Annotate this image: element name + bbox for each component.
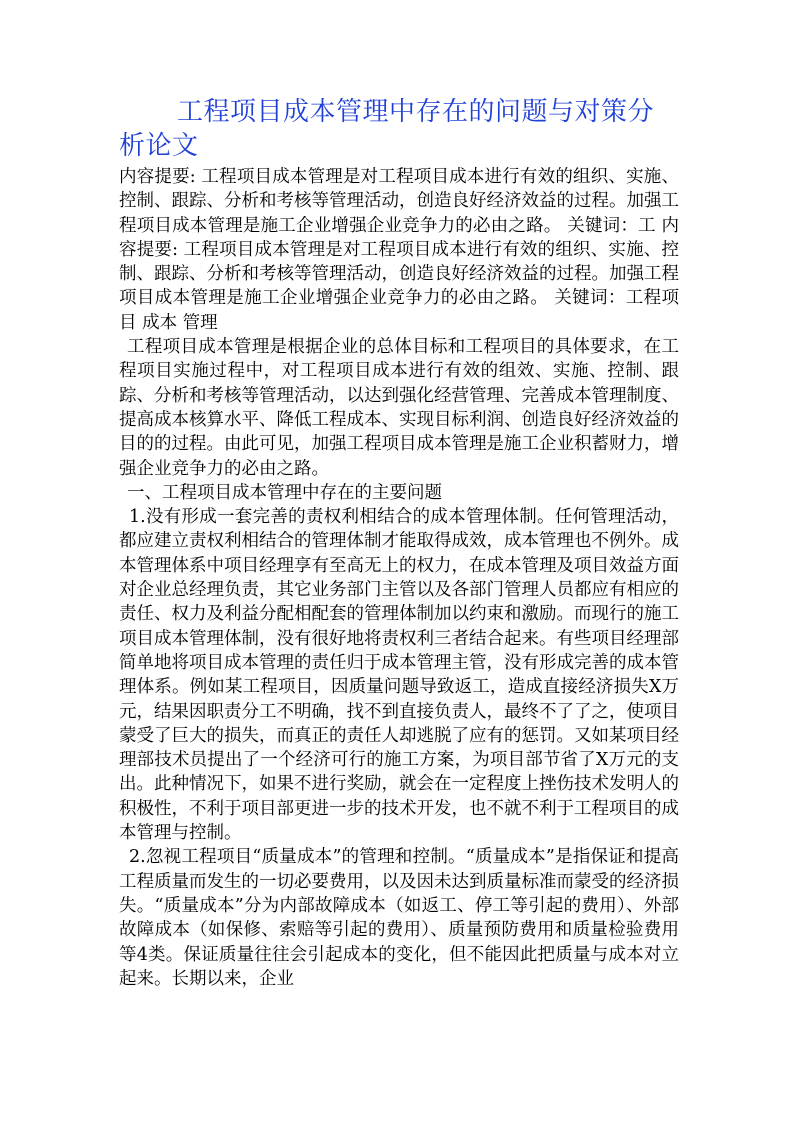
abstract-paragraph: 内容提要: 工程项目成本管理是对工程项目成本进行有效的组织、实施、控制、跟踪、分析和考核等管理活动，创造良好经济效益的过程。加强工程项目成本管理是施工企业增强企业竞争力的必由之路。 关键词：工 内容提要: 工程项目成本管理是对工程项目成本进行有效的组织、实施、控制、跟踪、分析和考核等管理活动，创造良好经济效益的过程。加强工程项目成本管理是施工企业增强企业竞争力的必由之路。 关键词：工程项目 成本 管理 <box>119 167 679 333</box>
intro-paragraph: 工程项目成本管理是根据企业的总体目标和工程项目的具体要求，在工程项目实施过程中，对工程项目成本进行有效的组效、实施、控制、跟踪、分析和考核等管理活动，以达到强化经营管理、完善成本管理制度、提高成本核算水平、降低工程成本、实现目标利润、创造良好经济效益的目的的过程。由此可见，加强工程项目成本管理是施工企业积蓄财力，增强企业竞争力的必由之路。 <box>119 337 679 479</box>
point-2-paragraph: 2.忽视工程项目“质量成本”的管理和控制。“质量成本”是指保证和提高工程质量而发生的一切必要费用，以及因未达到质量标准而蒙受的经济损失。“质量成本”分为内部故障成本（如返工、停工等引起的费用）、外部故障成本（如保修、索赔等引起的费用）、质量预防费用和质量检验费用等4类。保证质量往往会引起成本的变化，但不能因此把质量与成本对立起来。长期以来，企业 <box>119 847 679 989</box>
section-heading: 一、工程项目成本管理中存在的主要问题 <box>127 482 442 503</box>
document-title: 工程项目成本管理中存在的问题与对策分析论文 <box>119 97 655 161</box>
document-page <box>119 95 679 991</box>
point-1-paragraph: 1.没有形成一套完善的责权利相结合的成本管理体制。任何管理活动，都应建立责权利相结合的管理体制才能取得成效，成本管理也不例外。成本管理体系中项目经理享有至高无上的权力，在成本管理及项目效益方面对企业总经理负责，其它业务部门主管以及各部门管理人员都应有相应的责任、权力及利益分配相配套的管理体制加以约束和激励。而现行的施工项目成本管理体制，没有很好地将责权利三者结合起来。有些项目经理部简单地将项目成本管理的责任归于成本管理主管，没有形成完善的成本管理体系。例如某工程项目，因质量问题导致返工，造成直接经济损失X万元，结果因职责分工不明确，找不到直接负责人，最终不了了之，使项目蒙受了巨大的损失，而真正的责任人却逃脱了应有的惩罚。又如某项目经理部技术员提出了一个经济可行的施工方案，为项目部节省了X万元的支出。此种情况下，如果不进行奖励，就会在一定程度上挫伤技术发明人的积极性，不利于项目部更进一步的技术开发，也不就不利于工程项目的成本管理与控制。 <box>119 507 679 844</box>
